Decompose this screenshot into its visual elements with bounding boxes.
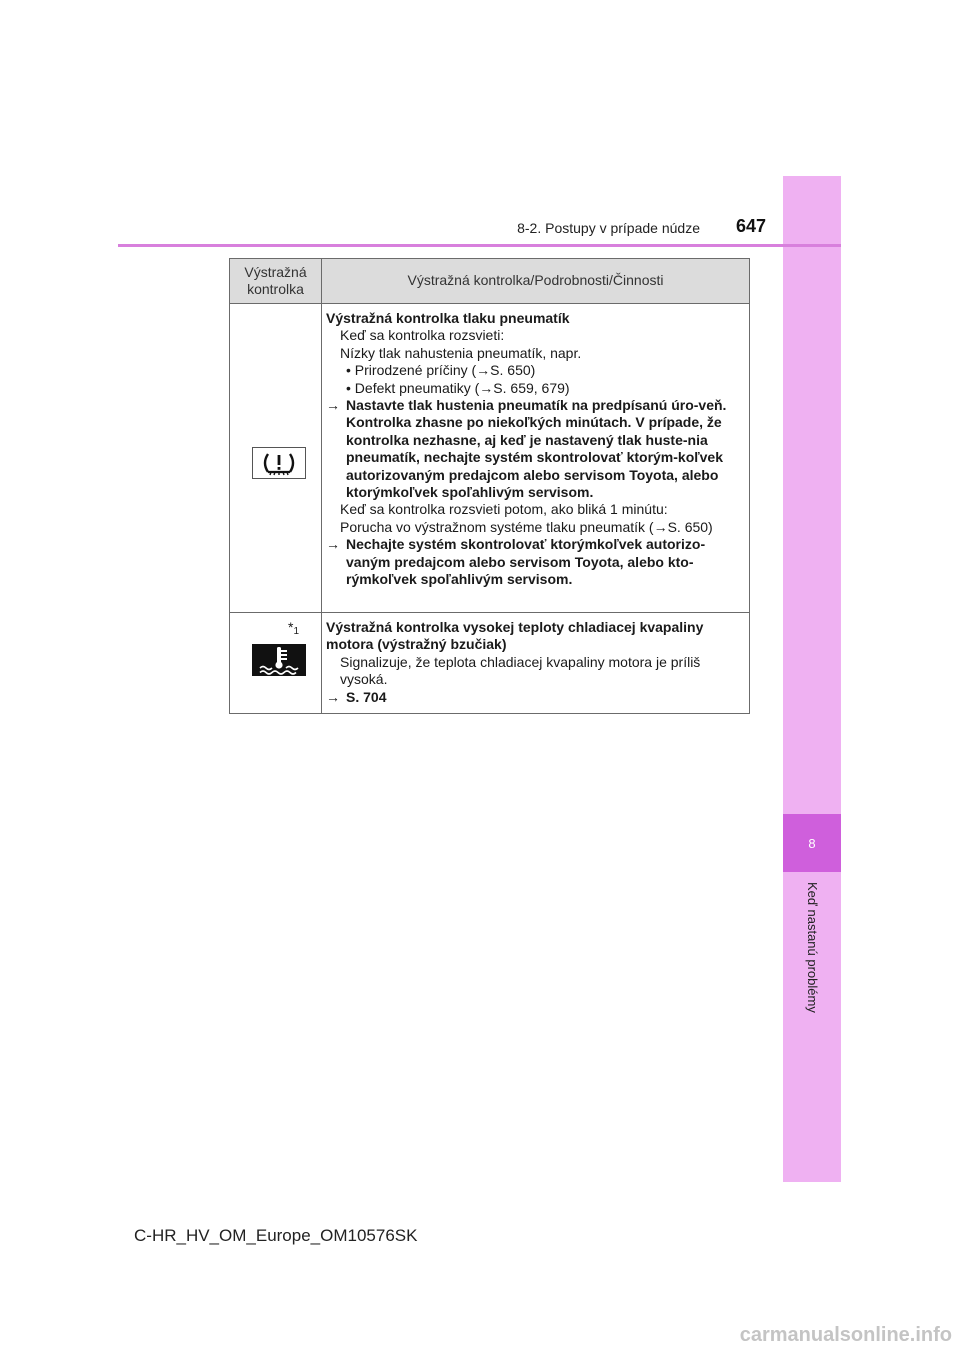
details-cell bbox=[322, 304, 750, 613]
action-item bbox=[326, 536, 746, 588]
action-item bbox=[326, 397, 746, 501]
tire-pressure-warning-icon bbox=[252, 447, 306, 479]
coolant-temperature-warning-icon bbox=[252, 644, 306, 676]
icon-cell bbox=[230, 613, 322, 714]
cause-text: Nízky tlak nahustenia pneumatík, napr. bbox=[340, 344, 582, 361]
details-cell bbox=[322, 613, 750, 714]
arrow-icon: → bbox=[326, 688, 340, 705]
condition-text: Keď sa kontrolka rozsvieti: bbox=[340, 327, 505, 344]
chapter-side-tab bbox=[783, 176, 841, 1182]
table-header-row bbox=[230, 259, 750, 304]
arrow-icon: → bbox=[326, 536, 340, 553]
action-detail: Kontrolka zhasne po niekoľkých minútach. V prípade, že kontrolka nezhasne, aj keď je nastavený tlak huste-nia pneumatík, nechajte systém skontrolovať ktorým-koľvek autorizovaným predajcom alebo servisom Toyota, alebo ktorýmkoľvek spoľahlivým servisom. bbox=[346, 414, 724, 501]
list-item: • Prirodzené príčiny (→S. 650) bbox=[346, 362, 536, 379]
column-header-details: Výstražná kontrolka/Podrobnosti/Činnosti bbox=[322, 259, 750, 304]
warning-title: Výstražná kontrolka tlaku pneumatík bbox=[326, 310, 570, 326]
footnote-marker bbox=[288, 619, 299, 640]
chapter-number: 8 bbox=[783, 814, 841, 872]
chapter-title: Keď nastanú problémy bbox=[805, 882, 820, 1013]
icon-cell bbox=[230, 304, 322, 613]
malfunction-text: Porucha vo výstražnom systéme tlaku pneumatík (→S. 650) bbox=[340, 518, 713, 535]
description-text: Signalizuje, že teplota chladiacej kvapaliny motora je príliš vysoká. bbox=[340, 653, 701, 688]
watermark: carmanualsonline.info bbox=[739, 1324, 952, 1346]
warning-light-table bbox=[229, 258, 750, 714]
column-header-light: Výstražná kontrolka bbox=[230, 259, 322, 304]
footnote-star: * bbox=[288, 619, 294, 635]
list-item: • Defekt pneumatiky (→S. 659, 679) bbox=[346, 379, 570, 396]
arrow-icon: → bbox=[326, 397, 340, 414]
table-row bbox=[230, 304, 750, 613]
page-number: 647 bbox=[736, 216, 767, 236]
condition-text: Keď sa kontrolka rozsvieti potom, ako bliká 1 minútu: bbox=[340, 501, 668, 518]
action-text: Nechajte systém skontrolovať ktorýmkoľvek autorizo-vaným predajcom alebo servisom Toyota, alebo kto-rýmkoľvek spoľahlivým servisom. bbox=[346, 536, 706, 588]
action-text bbox=[346, 397, 746, 501]
footnote-number: 1 bbox=[293, 626, 300, 637]
table-row bbox=[230, 613, 750, 714]
header-divider bbox=[118, 244, 841, 247]
warning-title: Výstražná kontrolka vysokej teploty chladiacej kvapaliny motora (výstražný bzučiak) bbox=[326, 619, 704, 653]
action-item bbox=[326, 689, 746, 706]
document-code: C-HR_HV_OM_Europe_OM10576SK bbox=[134, 1226, 418, 1245]
action-main: Nastavte tlak hustenia pneumatík na predpísanú úro-veň. bbox=[346, 397, 727, 414]
page-reference: S. 704 bbox=[346, 688, 387, 705]
section-title: 8-2. Postupy v prípade núdze bbox=[517, 220, 700, 236]
